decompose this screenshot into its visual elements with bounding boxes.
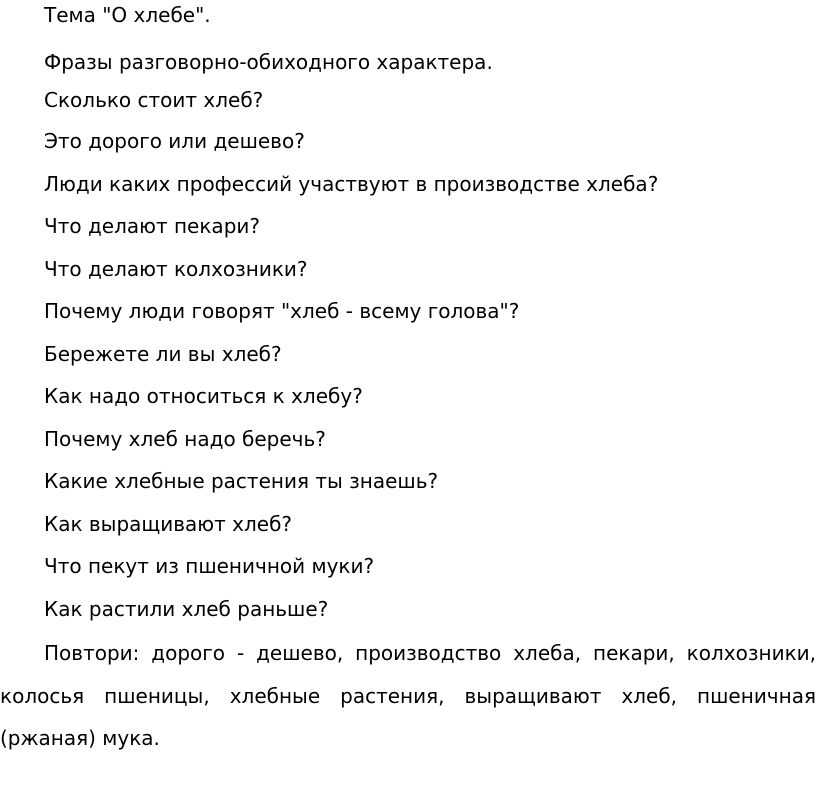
question-line: Как выращивают хлеб? (44, 512, 293, 536)
question-line: Бережете ли вы хлеб? (44, 342, 282, 366)
section-heading: Фразы разговорно-обиходного характера. (44, 50, 493, 74)
repeat-paragraph: Повтори: дорого - дешево, производство хлеба, пекари, колхозники, колосья пшеницы, хлебные растения, выращивают хлеб, пшеничная (ржаная) мука. (0, 641, 816, 750)
question-line: Что пекут из пшеничной муки? (44, 554, 375, 578)
topic-title: Тема "О хлебе". (44, 3, 211, 27)
question-line: Сколько стоит хлеб? (44, 88, 264, 112)
question-line: Люди каких профессий участвуют в производстве хлеба? (44, 172, 659, 196)
question-line: Какие хлебные растения ты знаешь? (44, 469, 439, 493)
question-line: Почему люди говорят "хлеб - всему голова"? (44, 299, 520, 323)
question-line: Как надо относиться к хлебу? (44, 384, 363, 408)
question-line: Как растили хлеб раньше? (44, 597, 329, 621)
question-line: Это дорого или дешево? (44, 129, 305, 153)
question-line: Почему хлеб надо беречь? (44, 427, 326, 451)
question-line: Что делают колхозники? (44, 257, 308, 281)
question-line: Что делают пекари? (44, 214, 260, 238)
